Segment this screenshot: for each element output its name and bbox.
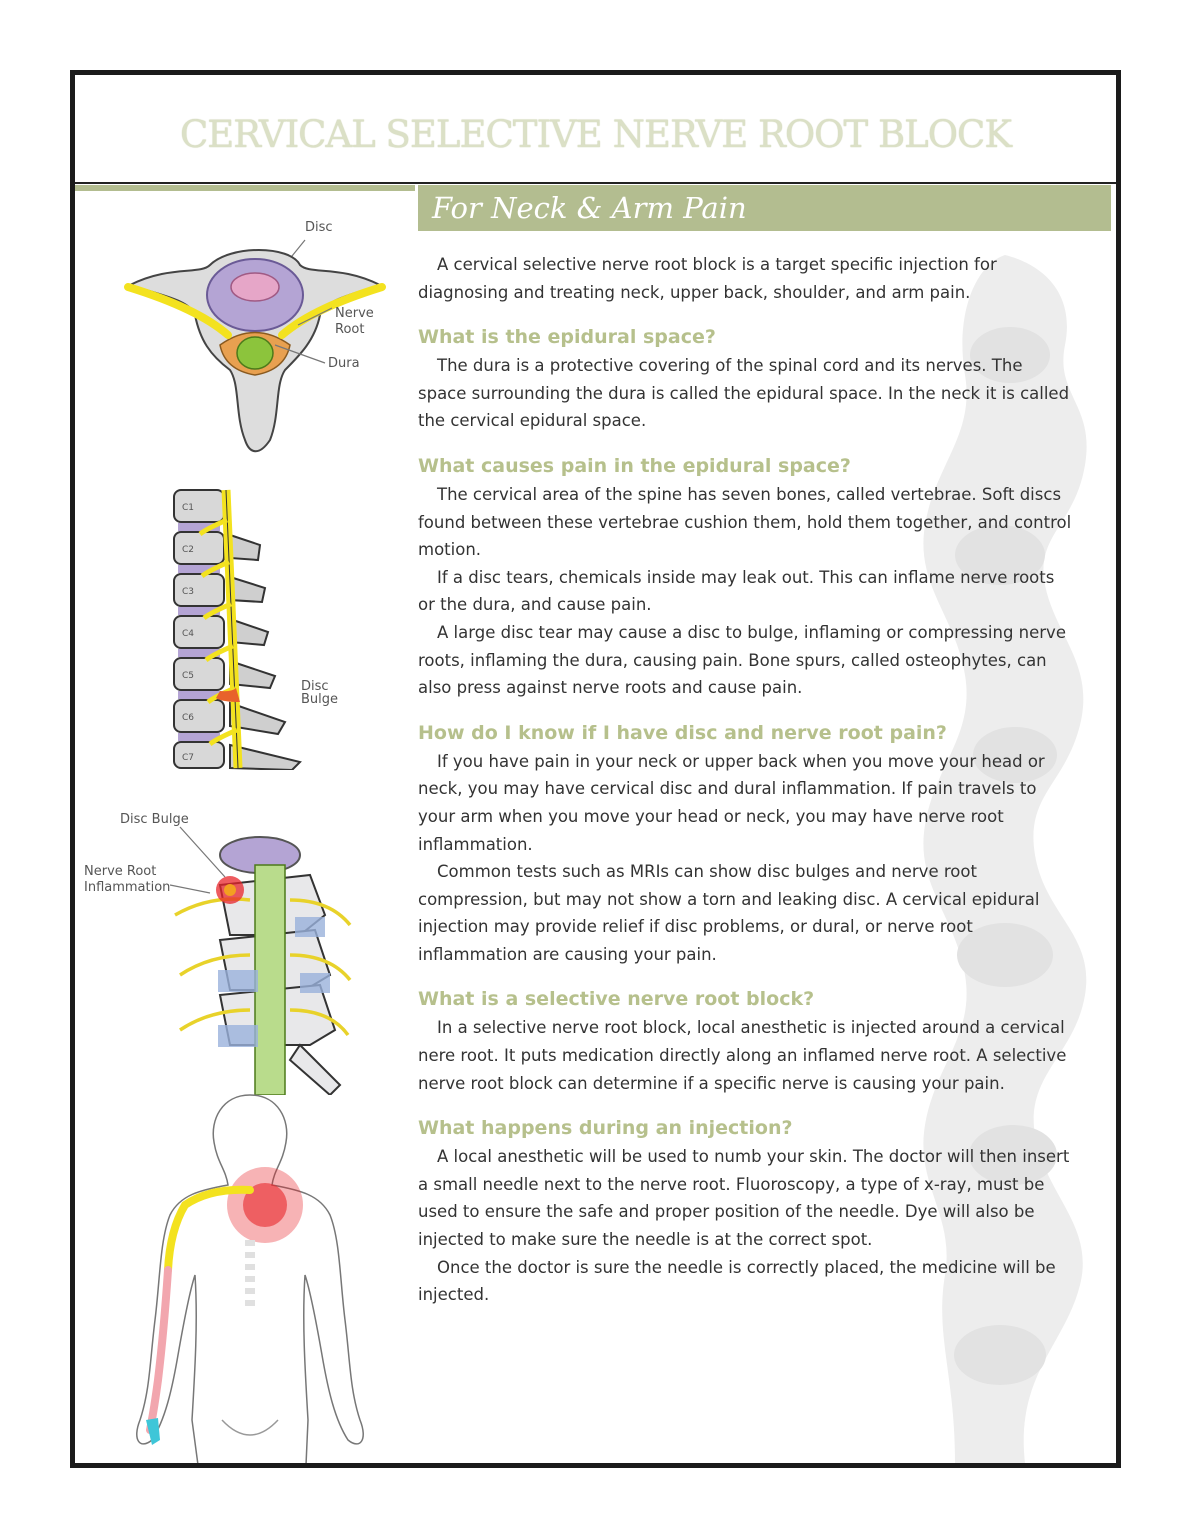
section-paragraph: The cervical area of the spine has seven bones, called vertebrae. Soft discs found between these vertebrae cushion them, hold them together, and control motion. <box>418 484 1072 560</box>
intro-paragraph: A cervical selective nerve root block is a target specific injection for diagnosing and treating neck, upper back, shoulder, and arm pain. <box>418 255 997 302</box>
spine-side-figure <box>160 480 350 770</box>
section-paragraph: In a selective nerve root block, local anesthetic is injected around a cervical nere root. It puts medication directly along an inflamed nerve root. A selective nerve root block can determine if a specific nerve is causing your pain. <box>418 1018 1067 1093</box>
section-heading: How do I know if I have disc and nerve root pain? <box>418 721 947 744</box>
section-heading: What causes pain in the epidural space? <box>418 454 851 477</box>
section-paragraph: A local anesthetic will be used to numb your skin. The doctor will then insert a small needle next to the nerve root. Fluoroscopy, a type of x-ray, must be used to ensure the safe and proper position of the needle. Dye will also be injected to make sure the needle is at the correct spot. <box>418 1147 1070 1250</box>
label-disc-bulge-side: Disc Bulge <box>301 679 339 707</box>
label-disc: Disc <box>305 220 333 235</box>
section-heading: What happens during an injection? <box>418 1117 793 1140</box>
label-nerve-root-1: Nerve <box>335 306 374 321</box>
section-epidural-space <box>418 324 1073 435</box>
section-disc-pain <box>418 720 1073 969</box>
label-nerve-inflammation-2: Inflammation <box>84 880 171 895</box>
section-selective-block <box>418 986 1073 1097</box>
label-c6: C6 <box>182 713 195 723</box>
label-c5: C5 <box>182 671 195 681</box>
label-dura: Dura <box>328 356 360 371</box>
title-rule <box>75 182 1116 184</box>
label-c2: C2 <box>182 545 195 555</box>
section-heading: What is a selective nerve root block? <box>418 988 815 1011</box>
page-frame <box>70 70 1121 1468</box>
label-nerve-inflammation-1: Nerve Root <box>84 864 157 879</box>
label-disc-bulge: Disc Bulge <box>120 812 189 827</box>
label-c3: C3 <box>182 587 195 597</box>
section-paragraph: If you have pain in your neck or upper back when you move your head or neck, you may have cervical disc and dural inflammation. If pain travels to your arm when you move your head or neck, you may have nerve root inflammation. <box>418 751 1045 854</box>
body-pain-figure <box>110 1090 390 1465</box>
subtitle-banner: For Neck & Arm Pain <box>418 185 1111 231</box>
label-c7: C7 <box>182 753 195 763</box>
section-paragraph: Common tests such as MRIs can show disc bulges and nerve root compression, but may not show a torn and leaking disc. A cervical epidural injection may provide relief if disc problems, or dural, or nerve root inflammation are causing your pain. <box>418 862 1040 964</box>
section-paragraph: A large disc tear may cause a disc to bulge, inflaming or compressing nerve roots, inflaming the dura, causing pain. Bone spurs, called osteophytes, can also press against nerve roots and cause pain. <box>418 622 1066 698</box>
section-heading: What is the epidural space? <box>418 326 716 349</box>
vertebra-top-figure <box>110 205 390 455</box>
section-paragraph: The dura is a protective covering of the spinal cord and its nerves. The space surrounding the dura is called the epidural space. In the neck it is called the cervical epidural space. <box>418 356 1070 431</box>
label-c1: C1 <box>182 503 195 513</box>
accent-band <box>75 185 415 191</box>
label-c4: C4 <box>182 629 195 639</box>
main-content <box>418 251 1073 1327</box>
section-paragraph: Once the doctor is sure the needle is correctly placed, the medicine will be injected. <box>418 1257 1056 1305</box>
section-paragraph: If a disc tears, chemicals inside may leak out. This can inflame nerve roots or the dura, and cause pain. <box>418 567 1055 615</box>
section-injection <box>418 1115 1073 1309</box>
section-pain-causes <box>418 453 1073 702</box>
spine-3d-figure <box>80 805 370 1095</box>
page-title: CERVICAL SELECTIVE NERVE ROOT BLOCK <box>179 113 1011 156</box>
label-nerve-root-2: Root <box>335 322 365 337</box>
